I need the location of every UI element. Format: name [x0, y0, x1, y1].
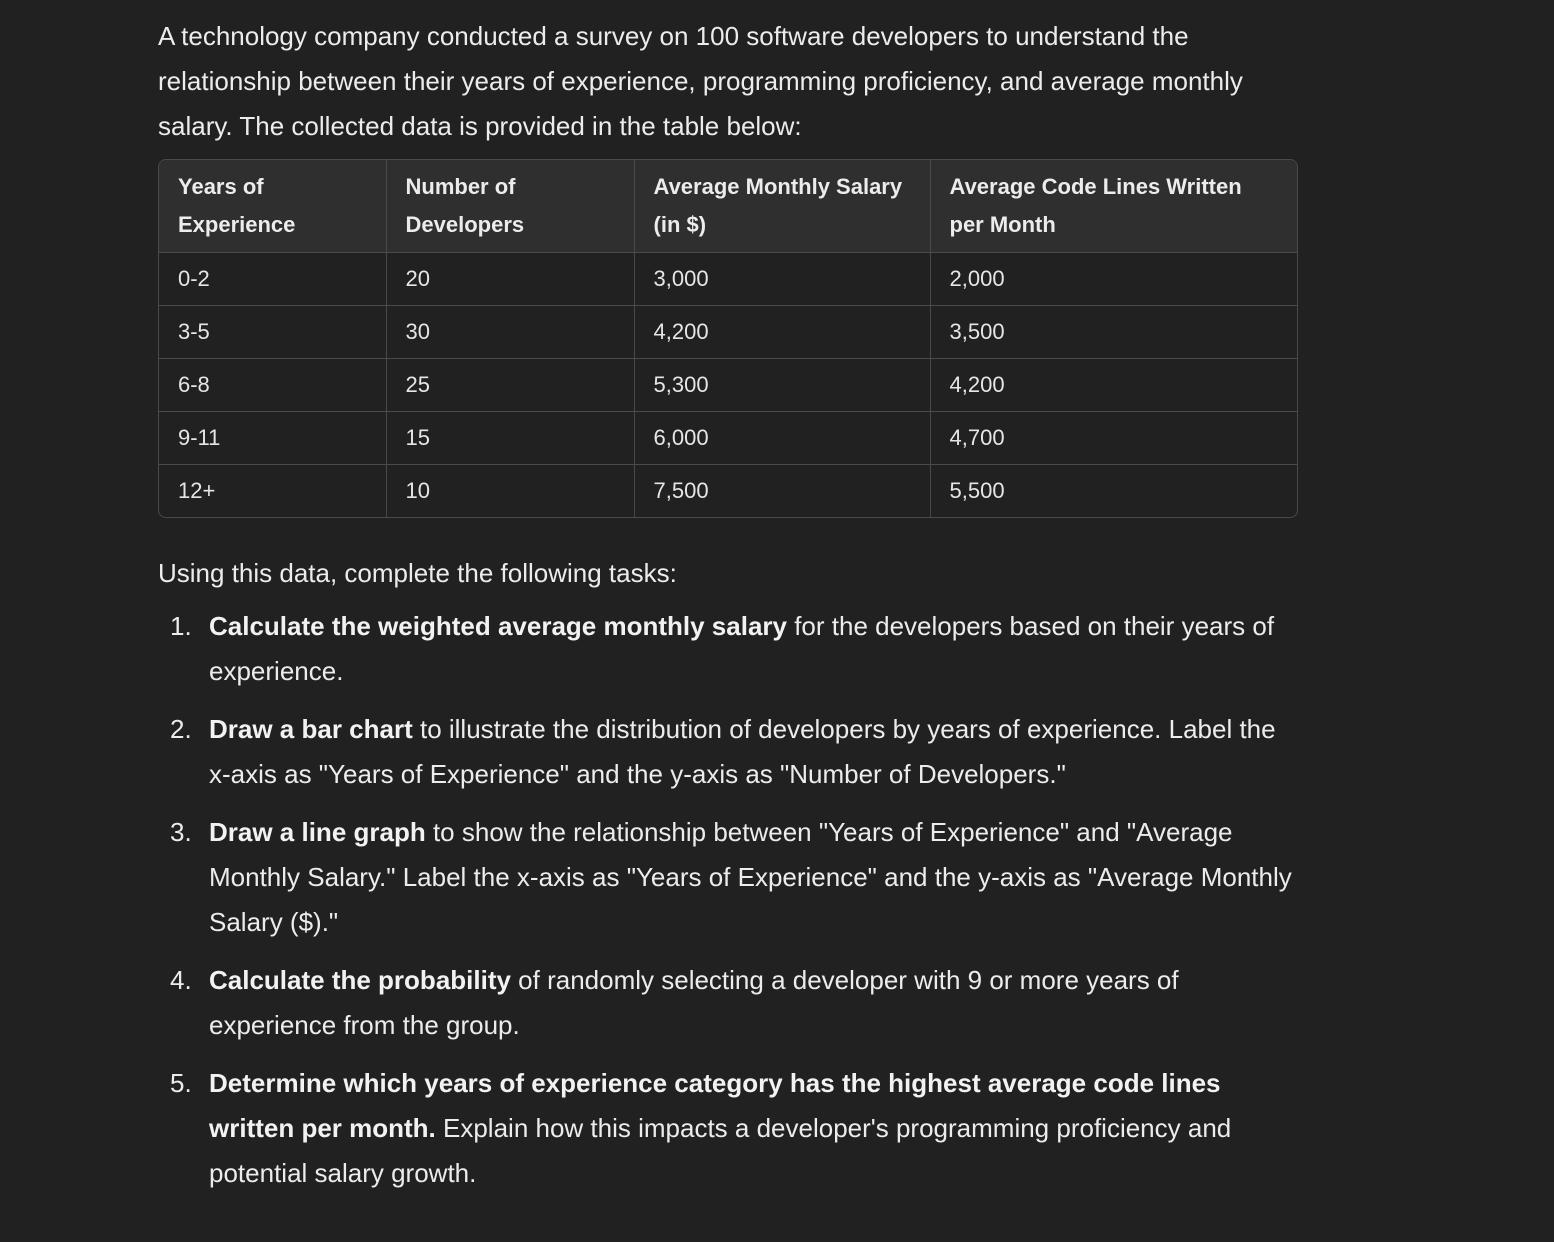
table-cell: 3,000 — [634, 253, 930, 306]
table-cell: 0-2 — [159, 253, 386, 306]
list-item — [158, 810, 1298, 945]
data-table-container — [158, 159, 1298, 518]
table-cell: 12+ — [159, 465, 386, 518]
table-cell: 30 — [386, 306, 634, 359]
header-average-monthly-salary: Average Monthly Salary (in $) — [634, 160, 930, 253]
list-item — [158, 958, 1298, 1048]
task-text: for the developers based on their years of experience. — [209, 611, 1275, 686]
table-cell: 20 — [386, 253, 634, 306]
table-cell: 3-5 — [159, 306, 386, 359]
list-number: 2. — [170, 714, 192, 744]
header-number-of-developers: Number of Developers — [386, 160, 634, 253]
table-row — [159, 412, 1297, 465]
task-bold-text: Calculate the weighted average monthly salary — [209, 611, 787, 641]
data-table — [159, 160, 1297, 517]
task-bold-text: Draw a bar chart — [209, 714, 413, 744]
table-cell: 15 — [386, 412, 634, 465]
list-item — [158, 604, 1298, 694]
list-number: 4. — [170, 965, 192, 995]
task-text: Explain how this impacts a developer's programming proficiency and potential salary growth. — [209, 1113, 1232, 1188]
message-content — [158, 14, 1298, 1209]
table-cell: 7,500 — [634, 465, 930, 518]
table-cell: 3,500 — [930, 306, 1297, 359]
task-text: to show the relationship between "Years of Experience" and "Average Monthly Salary." Label the x-axis as "Years of Experience" and the y-axis as "Average Monthly Salary ($)." — [209, 817, 1292, 937]
table-cell: 4,700 — [930, 412, 1297, 465]
table-cell: 10 — [386, 465, 634, 518]
header-average-code-lines: Average Code Lines Written per Month — [930, 160, 1297, 253]
table-cell: 25 — [386, 359, 634, 412]
table-cell: 6-8 — [159, 359, 386, 412]
task-text: to illustrate the distribution of developers by years of experience. Label the x-axis as "Years of Experience" and the y-axis as "Number of Developers." — [209, 714, 1276, 789]
table-cell: 9-11 — [159, 412, 386, 465]
tasks-lead-in: Using this data, complete the following tasks: — [158, 558, 677, 588]
table-cell: 6,000 — [634, 412, 930, 465]
task-text: of randomly selecting a developer with 9 or more years of experience from the group. — [209, 965, 1179, 1040]
table-cell: 5,300 — [634, 359, 930, 412]
table-cell: 4,200 — [930, 359, 1297, 412]
table-header-row — [159, 160, 1297, 253]
table-row — [159, 359, 1297, 412]
table-cell: 2,000 — [930, 253, 1297, 306]
header-years-of-experience: Years of Experience — [159, 160, 386, 253]
table-row — [159, 253, 1297, 306]
table-row — [159, 465, 1297, 518]
list-item — [158, 1061, 1298, 1196]
table-row — [159, 306, 1297, 359]
table-cell: 4,200 — [634, 306, 930, 359]
list-number: 3. — [170, 817, 192, 847]
table-cell: 5,500 — [930, 465, 1297, 518]
list-number: 5. — [170, 1068, 192, 1098]
list-number: 1. — [170, 611, 192, 641]
intro-paragraph: A technology company conducted a survey on 100 software developers to understand the relationship between their years of experience, programming proficiency, and average monthly salary. The collected data is provided in the table below: — [158, 21, 1243, 141]
task-bold-text: Calculate the probability — [209, 965, 511, 995]
task-bold-text: Determine which years of experience category has the highest average code lines written per month. — [209, 1068, 1221, 1143]
task-list — [158, 604, 1298, 1196]
list-item — [158, 707, 1298, 797]
task-bold-text: Draw a line graph — [209, 817, 426, 847]
